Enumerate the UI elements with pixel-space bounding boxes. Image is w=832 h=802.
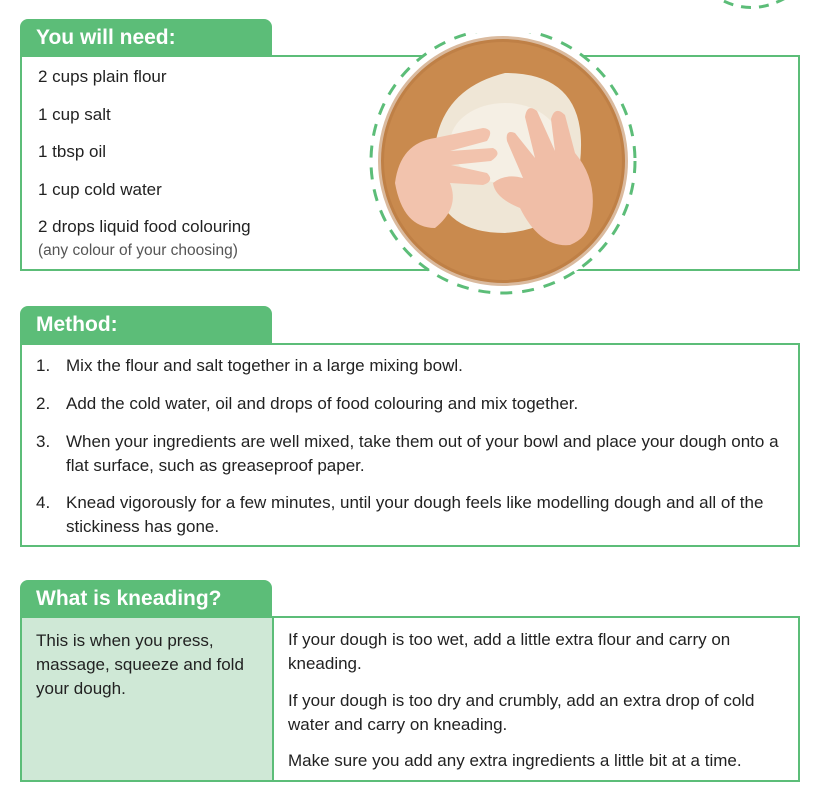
step-number: 1. [36,356,51,375]
step-number: 2. [36,394,51,413]
method-step [36,392,786,416]
ingredient-item: 1 cup salt [38,105,111,124]
method-box [20,343,800,547]
dough-photo [355,33,643,301]
ingredient-item: 1 cup cold water [38,180,162,199]
ingredient-item: 1 tbsp oil [38,142,107,161]
kneading-tip: Make sure you add any extra ingredients a little bit at a time. [288,751,742,770]
ingredient-item: 2 drops liquid food colouring [38,217,251,236]
step-number: 4. [36,493,51,512]
decorative-dashed-circle [690,0,830,30]
step-text: Knead vigorously for a few minutes, until your dough feels like modelling dough and all of the stickiness has gone. [66,493,764,536]
kneading-tip: If your dough is too wet, add a little extra flour and carry on kneading. [288,630,731,673]
ingredient-note: (any colour of your choosing) [38,242,238,259]
step-text: Add the cold water, oil and drops of food colouring and mix together. [66,394,579,413]
kneading-heading: What is kneading? [20,580,272,618]
method-step [36,354,786,378]
method-step [36,430,786,478]
kneading-definition-box [20,616,274,782]
step-text: When your ingredients are well mixed, take them out of your bowl and place your dough onto a flat surface, such as greaseproof paper. [66,432,779,475]
kneading-definition: This is when you press, massage, squeeze and fold your dough. [36,631,244,698]
method-heading: Method: [20,306,272,344]
kneading-tips-box [272,616,800,782]
method-step [36,491,786,539]
ingredient-item: 2 cups plain flour [38,67,167,86]
step-text: Mix the flour and salt together in a large mixing bowl. [66,356,463,375]
step-number: 3. [36,432,51,451]
ingredients-heading: You will need: [20,19,272,57]
kneading-tip: If your dough is too dry and crumbly, add an extra drop of cold water and carry on kneading. [288,691,755,734]
